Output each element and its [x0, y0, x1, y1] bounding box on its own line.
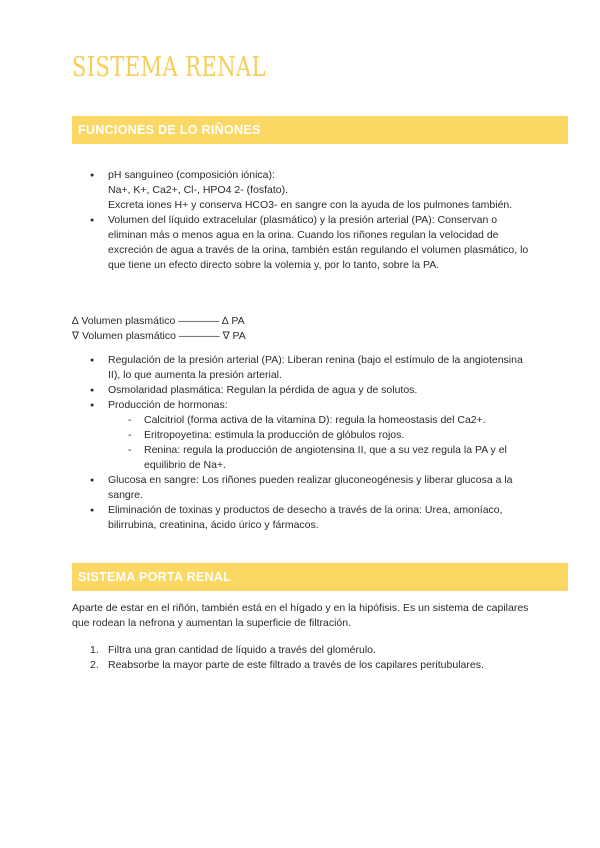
list-item-regulacion: ● Regulación de la presión arterial (PA): Liberan renina (bajo el estímulo de la angiotensina II), lo que aumenta la presión arterial. [90, 353, 530, 383]
list-text: Filtra una gran cantidad de líquido a través del glomérulo. [108, 644, 376, 656]
list-item-reabsorbe [90, 658, 530, 673]
list-number: 1. [90, 644, 99, 656]
porta-numbered-list [90, 643, 530, 673]
ph-line-3: Excreta iones H+ y conserva HCO3- en sangre con la ayuda de los pulmones también. [108, 199, 513, 211]
produccion-label: ● Producción de hormonas: [108, 399, 228, 411]
volumen-text: ● Volumen del líquido extracelular (plasmático) y la presión arterial (PA): Conservan o eliminan más o menos agua en la orina. Cuando los riñones regulan la velocidad de excreción de agua a través de la orina, también están regulando el volumen plasmático, lo que tiene un efecto directo sobre la volemia y, por lo tanto, sobre la PA. [108, 214, 529, 271]
list-item-glucosa: ● Glucosa en sangre: Los riñones pueden realizar gluconeogénesis y liberar glucosa a la sangre. [90, 473, 530, 503]
section-header-porta [72, 563, 568, 591]
list-number: 2. [90, 659, 99, 671]
hormonas-list [108, 413, 530, 473]
list-item-osmolaridad: ● Osmolaridad plasmática: Regulan la pérdida de agua y de solutos. [90, 383, 530, 398]
funciones-list [90, 168, 530, 273]
list-item-volumen [90, 213, 530, 273]
page-title: SISTEMA RENAL [72, 52, 266, 83]
funciones-list-2 [90, 353, 530, 533]
section-header-label: SISTEMA PORTA RENAL [78, 570, 232, 584]
section-header-label: FUNCIONES DE LO RIÑONES [78, 123, 261, 137]
ph-line-1: ● pH sanguíneo (composición iónica): [108, 169, 275, 181]
list-item-ph [90, 168, 530, 213]
ph-line-2: Na+, K+, Ca2+, Cl-, HPO4 2- (fosfato). [108, 184, 289, 196]
list-item-filtra [90, 643, 530, 658]
section-header-funciones [72, 116, 568, 144]
list-item-eliminacion: ● Eliminación de toxinas y productos de desecho a través de la orina: Urea, amoníaco, bilirrubina, creatinina, ácido úrico y fármacos. [90, 503, 530, 533]
volumen-up-line: ∆ Volumen plasmático ––––––– ∆ PA [72, 315, 245, 327]
hormona-calcitriol: - Calcitriol (forma activa de la vitamina D): regula la homeostasis del Ca2+. [128, 413, 530, 428]
volumen-down-line: ∇ Volumen plasmático ––––––– ∇ PA [72, 330, 246, 342]
list-item-produccion [90, 398, 530, 473]
hormona-eritropoyetina: - Eritropoyetina: estimula la producción de glóbulos rojos. [128, 428, 530, 443]
list-text: Reabsorbe la mayor parte de este filtrado a través de los capilares peritubulares. [108, 659, 484, 671]
porta-paragraph: Aparte de estar en el riñón, también está en el hígado y en la hipófisis. Es un sistema de capilares que rodean la nefrona y aumentan la superficie de filtración. [72, 602, 529, 629]
hormona-renina: - Renina: regula la producción de angiotensina II, que a su vez regula la PA y el equilibrio de Na+. [128, 443, 530, 473]
